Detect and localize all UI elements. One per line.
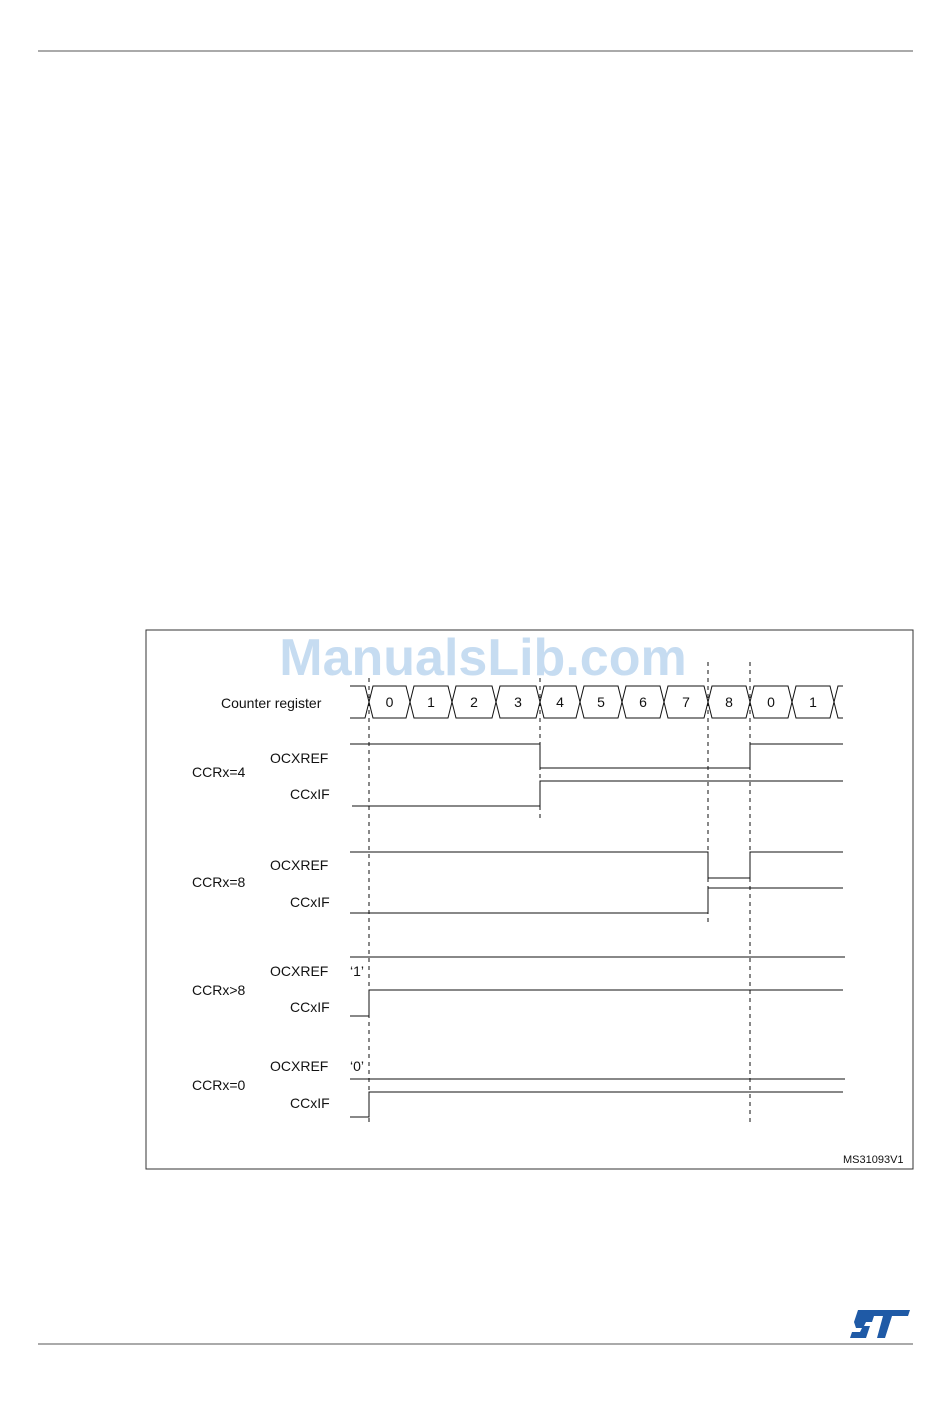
group-label-ccrx8: CCRx=8	[192, 874, 246, 890]
diagram-id: MS31093V1	[843, 1154, 904, 1166]
counter-value: 0	[385, 694, 394, 710]
ocxref-label: OCXREF	[270, 1058, 329, 1074]
ccxif-label: CCxIF	[290, 786, 330, 802]
counter-cell-edge	[834, 686, 843, 718]
ocxref-waveform	[350, 744, 843, 768]
counter-value: 4	[556, 694, 564, 710]
ocxref-waveform	[350, 852, 843, 878]
counter-cell-edge	[350, 686, 369, 718]
counter-value: 2	[470, 694, 478, 710]
counter-value: 1	[427, 694, 435, 710]
counter-value: 6	[639, 694, 647, 710]
counter-value: 0	[767, 694, 775, 710]
counter-value: 7	[682, 694, 690, 710]
ocxref-label: OCXREF	[270, 857, 329, 873]
st-logo-icon	[850, 1310, 910, 1338]
counter-value: 5	[597, 694, 605, 710]
ocxref-constant-value: ‘1’	[350, 963, 365, 979]
ocxref-label: OCXREF	[270, 963, 329, 979]
ccxif-waveform	[350, 1092, 843, 1117]
counter-register-bus	[350, 686, 843, 718]
st-logo	[850, 1310, 910, 1338]
ccxif-waveform	[350, 888, 843, 913]
counter-value: 3	[514, 694, 522, 710]
ccxif-waveform	[352, 781, 843, 806]
ccxif-label: CCxIF	[290, 999, 330, 1015]
watermark-text: ManualsLib.com	[279, 629, 687, 687]
group-label-ccrx4: CCRx=4	[192, 764, 246, 780]
counter-value: 8	[725, 694, 733, 710]
ccxif-label: CCxIF	[290, 1095, 330, 1111]
ccxif-waveform	[350, 990, 843, 1016]
counter-register-label: Counter register	[221, 695, 322, 711]
group-label-ccrx0: CCRx=0	[192, 1077, 246, 1093]
ccxif-label: CCxIF	[290, 894, 330, 910]
ocxref-constant-value: ‘0’	[350, 1058, 365, 1074]
counter-value: 1	[809, 694, 817, 710]
group-label-ccrx-gt8: CCRx>8	[192, 982, 246, 998]
ocxref-label: OCXREF	[270, 750, 329, 766]
